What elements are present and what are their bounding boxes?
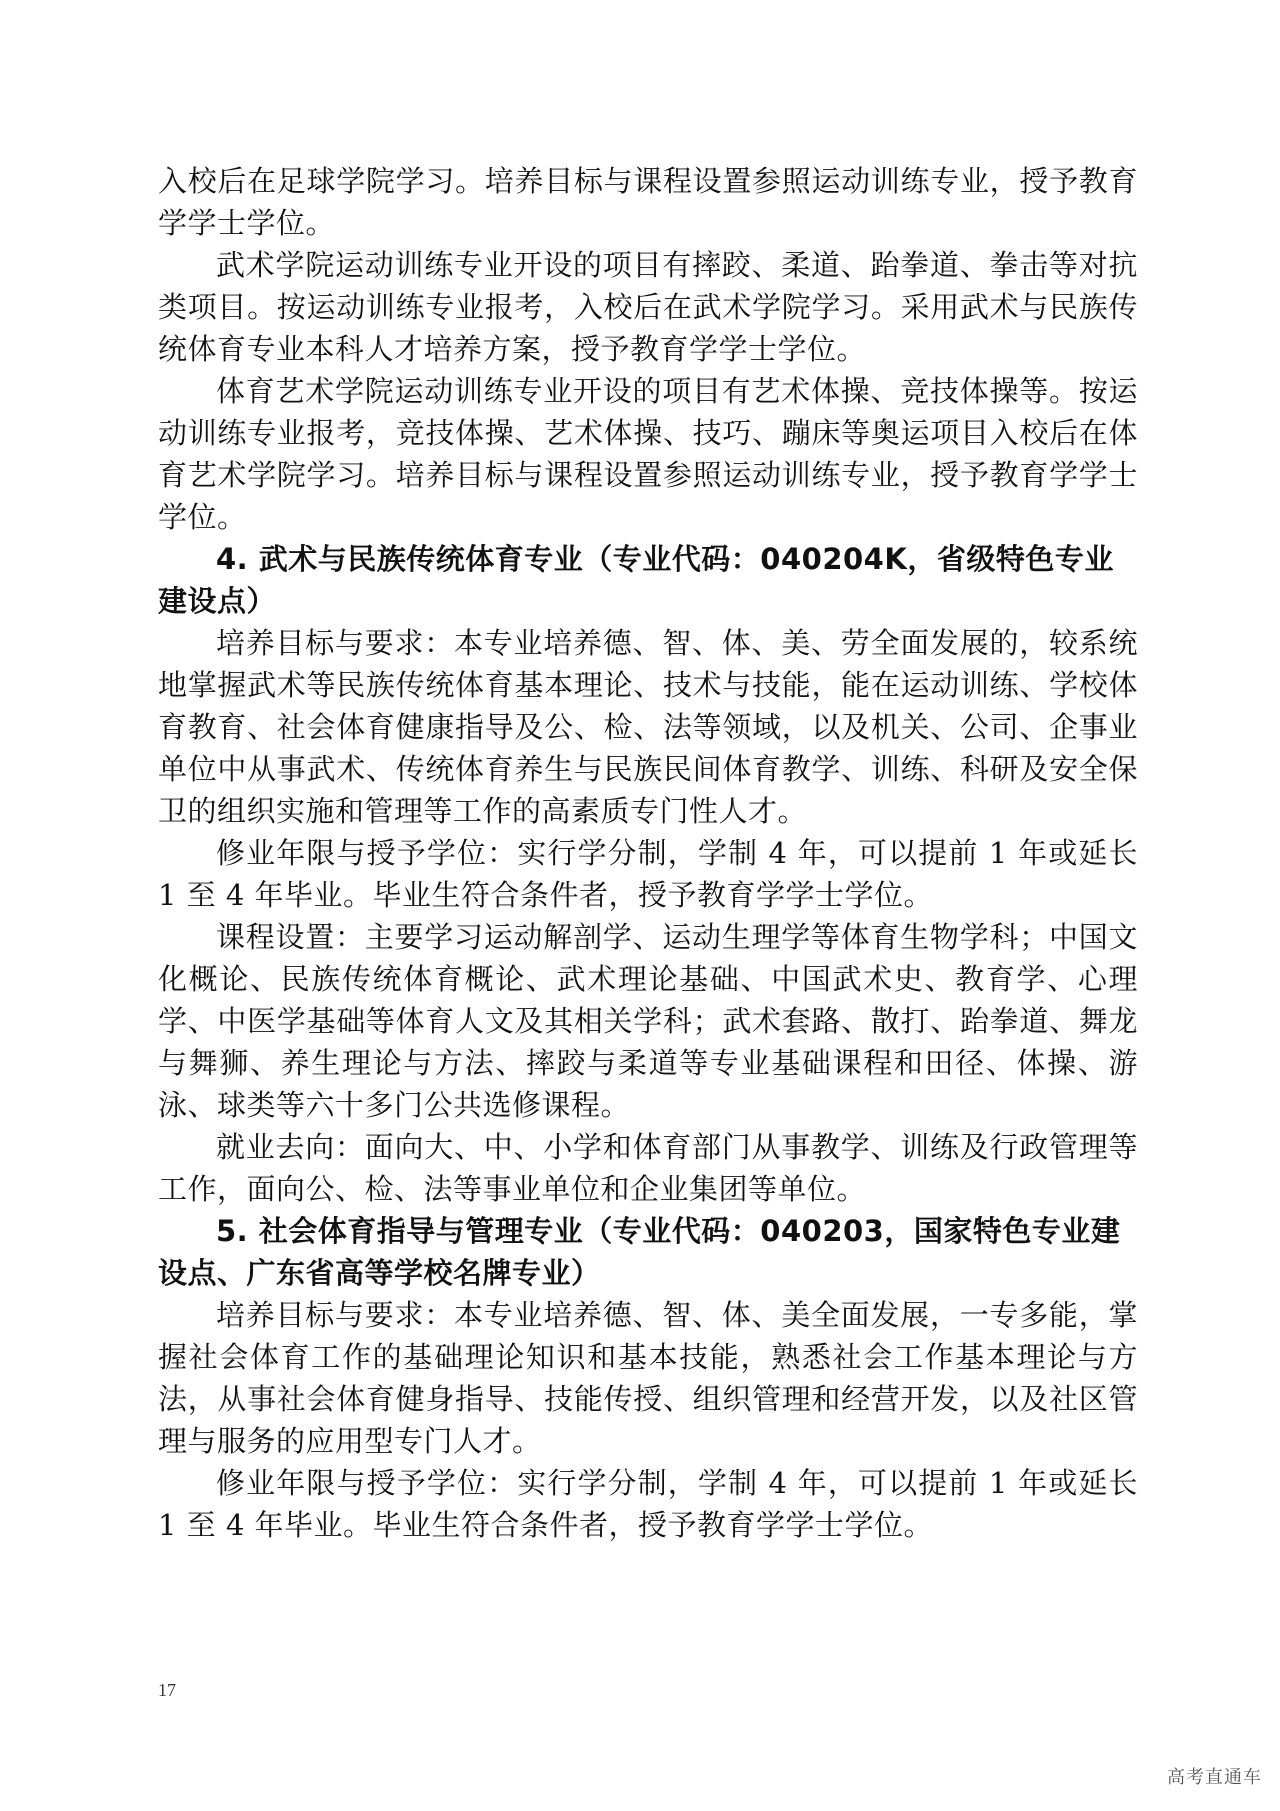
section-4-goals: 培养目标与要求：本专业培养德、智、体、美、劳全面发展的，较系统地掌握武术等民族传统体育基本理论、技术与技能，能在运动训练、学校体育教育、社会体育健康指导及公、检、法等领域，以及机关、公司、企事业单位中从事武术、传统体育养生与民族民间体育教学、训练、科研及安全保卫的组织实施和管理等工作的高素质专门性人才。 bbox=[158, 626, 1138, 828]
section-5-heading: 5. 社会体育指导与管理专业（专业代码：040203，国家特色专业建设点、广东省高等学校名牌专业） bbox=[158, 1214, 1121, 1290]
page-number: 17 bbox=[158, 1680, 176, 1700]
section-5-duration: 修业年限与授予学位：实行学分制，学制 4 年，可以提前 1 年或延长 1 至 4 年毕业。毕业生符合条件者，授予教育学学士学位。 bbox=[158, 1466, 1138, 1542]
paragraph-sports-art-college: 体育艺术学院运动训练专业开设的项目有艺术体操、竞技体操等。按运动训练专业报考，竞技体操、艺术体操、技巧、蹦床等奥运项目入校后在体育艺术学院学习。培养目标与课程设置参照运动训练专业，授予教育学学士学位。 bbox=[158, 374, 1138, 534]
section-4-employment: 就业去向：面向大、中、小学和体育部门从事教学、训练及行政管理等工作，面向公、检、法等事业单位和企业集团等单位。 bbox=[158, 1130, 1138, 1206]
section-4-duration: 修业年限与授予学位：实行学分制，学制 4 年，可以提前 1 年或延长 1 至 4 年毕业。毕业生符合条件者，授予教育学学士学位。 bbox=[158, 836, 1138, 912]
document-body bbox=[158, 160, 1138, 1546]
section-5-goals: 培养目标与要求：本专业培养德、智、体、美全面发展，一专多能，掌握社会体育工作的基础理论知识和基本技能，熟悉社会工作基本理论与方法，从事社会体育健身指导、技能传授、组织管理和经营开发，以及社区管理与服务的应用型专门人才。 bbox=[158, 1298, 1138, 1458]
section-4-heading: 4. 武术与民族传统体育专业（专业代码：040204K，省级特色专业建设点） bbox=[158, 542, 1114, 618]
watermark: 高考直通车 bbox=[1167, 1767, 1262, 1788]
section-4-courses: 课程设置：主要学习运动解剖学、运动生理学等体育生物学科；中国文化概论、民族传统体育概论、武术理论基础、中国武术史、教育学、心理学、中医学基础等体育人文及其相关学科；武术套路、散打、跆拳道、舞龙与舞狮、养生理论与方法、摔跤与柔道等专业基础课程和田径、体操、游泳、球类等六十多门公共选修课程。 bbox=[158, 920, 1138, 1122]
paragraph-football: 入校后在足球学院学习。培养目标与课程设置参照运动训练专业，授予教育学学士学位。 bbox=[158, 164, 1138, 240]
paragraph-martial-arts-college: 武术学院运动训练专业开设的项目有摔跤、柔道、跆拳道、拳击等对抗类项目。按运动训练专业报考，入校后在武术学院学习。采用武术与民族传统体育专业本科人才培养方案，授予教育学学士学位。 bbox=[158, 248, 1138, 366]
